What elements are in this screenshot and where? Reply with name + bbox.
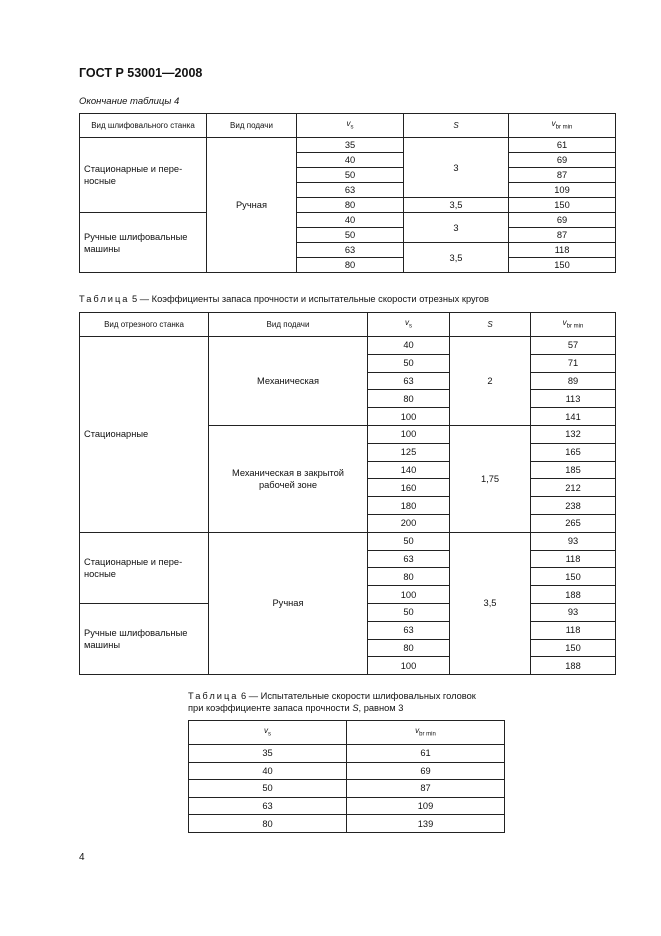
machine-cell: Стационарные и пере-носные: [80, 532, 209, 603]
vbr-cell: 109: [347, 797, 505, 815]
vbr-cell: 141: [531, 408, 616, 426]
table-row: [189, 762, 505, 780]
vs-cell: 63: [368, 550, 450, 568]
feed-cell: Ручная: [207, 138, 297, 273]
machine-cell: Ручные шлифовальные машины: [80, 213, 207, 273]
vbr-cell: 150: [531, 568, 616, 586]
vs-cell: 35: [189, 745, 347, 763]
vbr-cell: 113: [531, 390, 616, 408]
table-row: [80, 337, 616, 355]
vbr-cell: 132: [531, 425, 616, 443]
vs-cell: 80: [368, 568, 450, 586]
s-cell: 3,5: [450, 532, 531, 674]
vbr-cell: 93: [531, 603, 616, 621]
vs-cell: 80: [297, 198, 404, 213]
col-header-vbr: $v_{br min}$: [347, 721, 505, 745]
feed-cell: Ручная: [209, 532, 368, 674]
vs-cell: 63: [297, 243, 404, 258]
vbr-cell: 118: [531, 550, 616, 568]
vs-cell: 40: [189, 762, 347, 780]
col-header-vbr: $v_{br min}$: [509, 114, 616, 138]
vbr-cell: 238: [531, 497, 616, 515]
document-header: ГОСТ Р 53001—2008: [79, 66, 203, 80]
col-header-vs: $v_s$: [189, 721, 347, 745]
table-6: [188, 720, 505, 833]
vbr-cell: 150: [531, 639, 616, 657]
vbr-cell: 139: [347, 815, 505, 833]
table-4-caption: Окончание таблицы 4: [79, 96, 180, 107]
vbr-cell: 87: [509, 228, 616, 243]
table-row: [189, 780, 505, 798]
s-cell: 3: [404, 213, 509, 243]
vbr-cell: 61: [347, 745, 505, 763]
vbr-cell: 109: [509, 183, 616, 198]
table-row: [189, 745, 505, 763]
s-cell: 2: [450, 337, 531, 426]
table-5: [79, 312, 616, 675]
page-number: 4: [79, 852, 85, 863]
vs-cell: 100: [368, 657, 450, 675]
vbr-cell: 69: [347, 762, 505, 780]
vs-cell: 80: [368, 390, 450, 408]
table-header-row: [80, 114, 616, 138]
vbr-cell: 118: [509, 243, 616, 258]
vs-cell: 40: [368, 337, 450, 355]
vs-cell: 160: [368, 479, 450, 497]
vs-cell: 180: [368, 497, 450, 515]
vs-cell: 100: [368, 408, 450, 426]
vbr-cell: 57: [531, 337, 616, 355]
vs-cell: 100: [368, 425, 450, 443]
vs-cell: 63: [368, 372, 450, 390]
s-cell: 1,75: [450, 425, 531, 532]
vbr-cell: 185: [531, 461, 616, 479]
vbr-cell: 212: [531, 479, 616, 497]
vbr-cell: 69: [509, 213, 616, 228]
vbr-cell: 61: [509, 138, 616, 153]
col-header-s: S: [450, 313, 531, 337]
col-header-vs: $v_s$: [368, 313, 450, 337]
vs-cell: 63: [368, 621, 450, 639]
vs-cell: 40: [297, 153, 404, 168]
vbr-cell: 87: [509, 168, 616, 183]
vbr-cell: 87: [347, 780, 505, 798]
col-header-feed: Вид подачи: [209, 313, 368, 337]
table-5-caption: Таблица 5 — Коэффициенты запаса прочности и испытательные скорости отрезных кругов: [79, 294, 489, 304]
vs-cell: 50: [297, 168, 404, 183]
col-header-vbr: $v_{br min}$: [531, 313, 616, 337]
vs-cell: 50: [189, 780, 347, 798]
vs-cell: 50: [368, 532, 450, 550]
vs-cell: 140: [368, 461, 450, 479]
machine-cell: Стационарные: [80, 337, 209, 533]
vs-cell: 40: [297, 213, 404, 228]
vs-cell: 50: [297, 228, 404, 243]
table-row: [80, 532, 616, 550]
vbr-cell: 93: [531, 532, 616, 550]
vbr-cell: 71: [531, 354, 616, 372]
col-header-vs: $v_s$: [297, 114, 404, 138]
feed-cell: Механическая: [209, 337, 368, 426]
table-row: [80, 138, 616, 153]
vbr-cell: 165: [531, 443, 616, 461]
vbr-cell: 188: [531, 657, 616, 675]
vs-cell: 100: [368, 586, 450, 604]
vbr-cell: 265: [531, 514, 616, 532]
vs-cell: 63: [189, 797, 347, 815]
col-header-s: S: [404, 114, 509, 138]
s-cell: 3,5: [404, 198, 509, 213]
vbr-cell: 118: [531, 621, 616, 639]
vbr-cell: 89: [531, 372, 616, 390]
table-4: [79, 113, 616, 273]
table-row: [80, 213, 616, 228]
vs-cell: 80: [368, 639, 450, 657]
vs-cell: 80: [189, 815, 347, 833]
vbr-cell: 150: [509, 258, 616, 273]
vbr-cell: 69: [509, 153, 616, 168]
table-row: [189, 815, 505, 833]
table-row: [189, 797, 505, 815]
feed-cell: Механическая в закрытой рабочей зоне: [209, 425, 368, 532]
vbr-cell: 188: [531, 586, 616, 604]
vs-cell: 63: [297, 183, 404, 198]
vs-cell: 35: [297, 138, 404, 153]
table-header-row: [80, 313, 616, 337]
vs-cell: 80: [297, 258, 404, 273]
vs-cell: 50: [368, 354, 450, 372]
machine-cell: Ручные шлифовальные машины: [80, 603, 209, 674]
s-cell: 3: [404, 138, 509, 198]
col-header-machine: Вид шлифовального станка: [80, 114, 207, 138]
table-6-caption: Таблица 6 — Испытательные скорости шлифовальных головок при коэффициенте запаса прочности S, равном 3: [188, 691, 476, 713]
vs-cell: 50: [368, 603, 450, 621]
col-header-feed: Вид подачи: [207, 114, 297, 138]
machine-cell: Стационарные и пере-носные: [80, 138, 207, 213]
vs-cell: 125: [368, 443, 450, 461]
vs-cell: 200: [368, 514, 450, 532]
col-header-machine: Вид отрезного станка: [80, 313, 209, 337]
table-header-row: [189, 721, 505, 745]
vbr-cell: 150: [509, 198, 616, 213]
s-cell: 3,5: [404, 243, 509, 273]
